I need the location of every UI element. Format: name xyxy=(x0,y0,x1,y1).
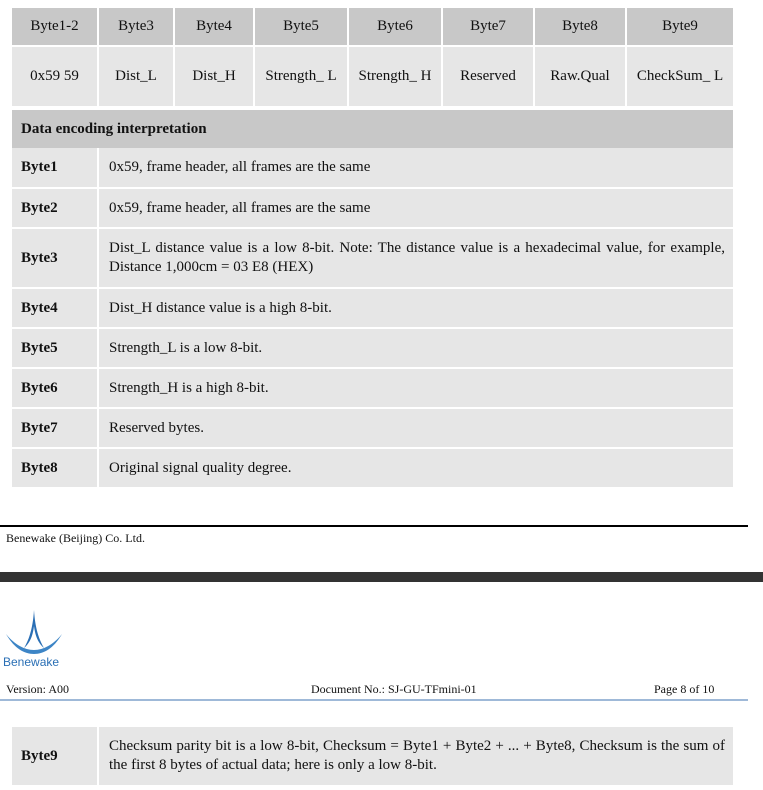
byte-value-cell: Reserved xyxy=(442,46,534,106)
table-row xyxy=(12,448,733,488)
benewake-logo-icon xyxy=(4,608,64,658)
logo-text: Benewake xyxy=(3,655,60,669)
header-divider xyxy=(0,699,748,701)
document-number: Document No.: SJ-GU-TFmini-01 xyxy=(311,682,477,696)
byte-header-cell: Byte3 xyxy=(98,8,174,46)
row-key: Byte6 xyxy=(12,368,98,408)
page-number: Page 8 of 10 xyxy=(654,682,715,696)
byte-header-cell: Byte5 xyxy=(254,8,348,46)
byte-format-table xyxy=(12,8,733,106)
row-text: 0x59, frame header, all frames are the same xyxy=(98,148,733,188)
row-key: Byte5 xyxy=(12,328,98,368)
byte-value-cell: Dist_H xyxy=(174,46,254,106)
row-text: 0x59, frame header, all frames are the same xyxy=(98,188,733,228)
row-key: Byte9 xyxy=(12,727,98,785)
byte-header-cell: Byte1-2 xyxy=(12,8,98,46)
row-key: Byte1 xyxy=(12,148,98,188)
row-text: Strength_L is a low 8-bit. xyxy=(98,328,733,368)
row-key: Byte2 xyxy=(12,188,98,228)
row-text: Strength_H is a high 8-bit. xyxy=(98,368,733,408)
row-key: Byte4 xyxy=(12,288,98,328)
version-label: Version: A00 xyxy=(6,682,69,696)
byte-value-cell: Strength_ H xyxy=(348,46,442,106)
table-row xyxy=(12,288,733,328)
interpretation-table-continued xyxy=(12,727,733,785)
byte-value-cell: Raw.Qual xyxy=(534,46,626,106)
table-row xyxy=(12,148,733,188)
row-key: Byte7 xyxy=(12,408,98,448)
footer-company: Benewake (Beijing) Co. Ltd. xyxy=(6,531,145,545)
byte-header-cell: Byte7 xyxy=(442,8,534,46)
footer-divider xyxy=(0,525,748,527)
byte-header-cell: Byte6 xyxy=(348,8,442,46)
interpretation-table xyxy=(12,148,733,489)
byte-header-cell: Byte4 xyxy=(174,8,254,46)
byte-value-cell: CheckSum_ L xyxy=(626,46,733,106)
table-row xyxy=(12,188,733,228)
byte-value-row xyxy=(12,46,733,106)
row-key: Byte8 xyxy=(12,448,98,488)
table-row xyxy=(12,228,733,288)
row-text: Dist_L distance value is a low 8-bit. Note: The distance value is a hexadecimal value, for example, Distance 1,000cm = 03 E8 (HEX) xyxy=(98,228,733,288)
row-key: Byte3 xyxy=(12,228,98,288)
table-row xyxy=(12,408,733,448)
row-text: Checksum parity bit is a low 8-bit, Checksum = Byte1 + Byte2 + ... + Byte8, Checksum is the sum of the first 8 bytes of actual data; here is only a low 8-bit. xyxy=(98,727,733,785)
row-text: Reserved bytes. xyxy=(98,408,733,448)
table-row xyxy=(12,727,733,785)
byte-header-row xyxy=(12,8,733,46)
byte-value-cell: 0x59 59 xyxy=(12,46,98,106)
table-row xyxy=(12,368,733,408)
byte-value-cell: Strength_ L xyxy=(254,46,348,106)
table-row xyxy=(12,328,733,368)
row-text: Original signal quality degree. xyxy=(98,448,733,488)
byte-value-cell: Dist_L xyxy=(98,46,174,106)
interpretation-title: Data encoding interpretation xyxy=(12,110,733,148)
page-break-bar xyxy=(0,572,763,582)
byte-header-cell: Byte8 xyxy=(534,8,626,46)
row-text: Dist_H distance value is a high 8-bit. xyxy=(98,288,733,328)
byte-header-cell: Byte9 xyxy=(626,8,733,46)
